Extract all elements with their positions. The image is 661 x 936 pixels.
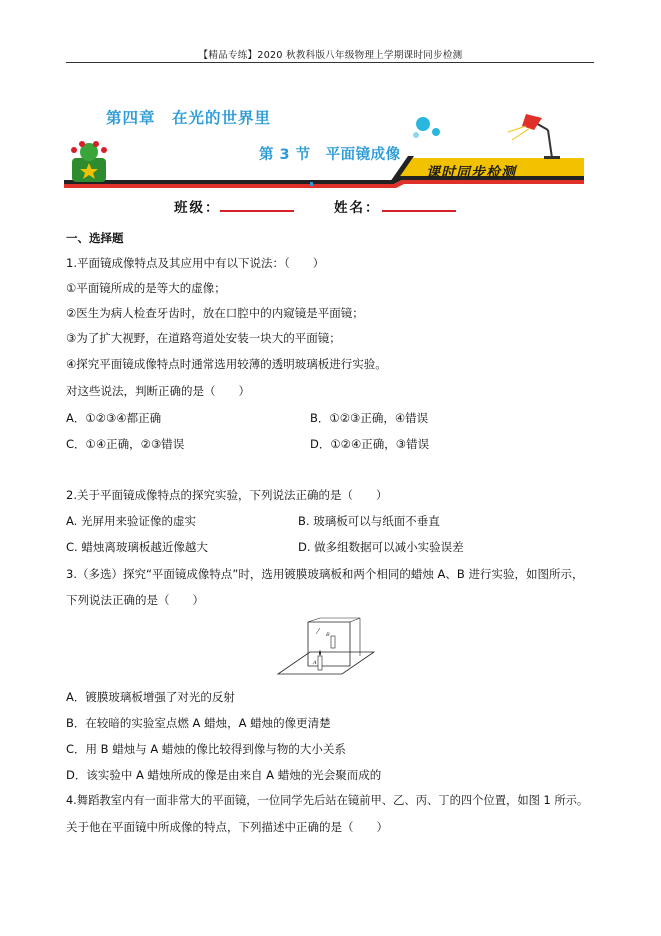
bubble-icon (416, 117, 430, 131)
chapter-title: 第四章 在光的世界里 (106, 109, 272, 127)
running-header: 【精品专练】2020 秋教科版八年级物理上学期课时同步检测 (198, 50, 463, 61)
q3-option-b[interactable]: B．在较暗的实验室点燃 A 蜡烛，A 蜡烛的像更清楚 (66, 716, 331, 730)
q1-statement: ①平面镜所成的是等大的虚像； (66, 281, 226, 295)
mirror-experiment-figure (276, 616, 376, 676)
banner-tag: 课时同步检测 (426, 165, 516, 181)
q3-option-d[interactable]: D．该实验中 A 蜡烛所成的像是由来自 A 蜡烛的光会聚而成的 (66, 768, 382, 782)
q1-ask: 对这些说法，判断正确的是（ ） (66, 384, 250, 398)
q4-stem: 4.舞蹈教室内有一面非常大的平面镜，一位同学先后站在镜前甲、乙、丙、丁的四个位置，如图 1 所示。 (66, 794, 589, 807)
q3-option-c[interactable]: C．用 B 蜡烛与 A 蜡烛的像比较得到像与物的大小关系 (66, 742, 346, 756)
q1-option-a[interactable]: A．①②③④都正确 (66, 411, 162, 425)
q1-statement: ④探究平面镜成像特点时通常选用较薄的透明玻璃板进行实验。 (66, 357, 387, 371)
q1-statement: ②医生为病人检查牙齿时，放在口腔中的内窥镜是平面镜； (66, 306, 364, 320)
q3-stem-cont: 下列说法正确的是（ ） (66, 593, 204, 607)
class-label: 班级： (174, 200, 221, 216)
candle-a-label: A (313, 660, 317, 666)
name-label: 姓名： (334, 200, 381, 216)
q2-option-b[interactable]: B. 玻璃板可以与纸面不垂直 (298, 514, 440, 528)
q2-option-c[interactable]: C. 蜡烛离玻璃板越近像越大 (66, 540, 208, 554)
q1-stem: 1.平面镜成像特点及其应用中有以下说法：（ ） (66, 256, 325, 270)
q2-option-a[interactable]: A. 光屏用来验证像的虚实 (66, 514, 196, 528)
q4-stem-cont: 关于他在平面镜中所成像的特点，下列描述中正确的是（ ） (66, 820, 388, 834)
q3-option-a[interactable]: A．镀膜玻璃板增强了对光的反射 (66, 690, 235, 704)
desk-lamp-icon (508, 114, 560, 159)
q1-option-b[interactable]: B．①②③正确，④错误 (310, 411, 429, 425)
q1-option-c[interactable]: C．①④正确，②③错误 (66, 437, 185, 451)
name-blank (382, 210, 456, 212)
section-title: 第 3 节 平面镜成像 (259, 147, 401, 163)
q2-option-d[interactable]: D. 做多组数据可以减小实验误差 (298, 540, 464, 554)
q1-statement: ③为了扩大视野，在道路弯道处安装一块大的平面镜； (66, 331, 341, 345)
q1-option-d[interactable]: D．①②④正确，③错误 (310, 437, 430, 451)
header-rule (66, 62, 594, 63)
q3-stem: 3.（多选）探究“平面镜成像特点”时，选用镀膜玻璃板和两个相同的蜡烛 A、B 进行实验，如图所示， (66, 567, 584, 581)
class-blank (220, 210, 294, 212)
q2-stem: 2.关于平面镜成像特点的探究实验，下列说法正确的是（ ） (66, 488, 388, 502)
candle-b-label: B (326, 632, 330, 638)
section-heading: 一、选择题 (66, 231, 124, 245)
